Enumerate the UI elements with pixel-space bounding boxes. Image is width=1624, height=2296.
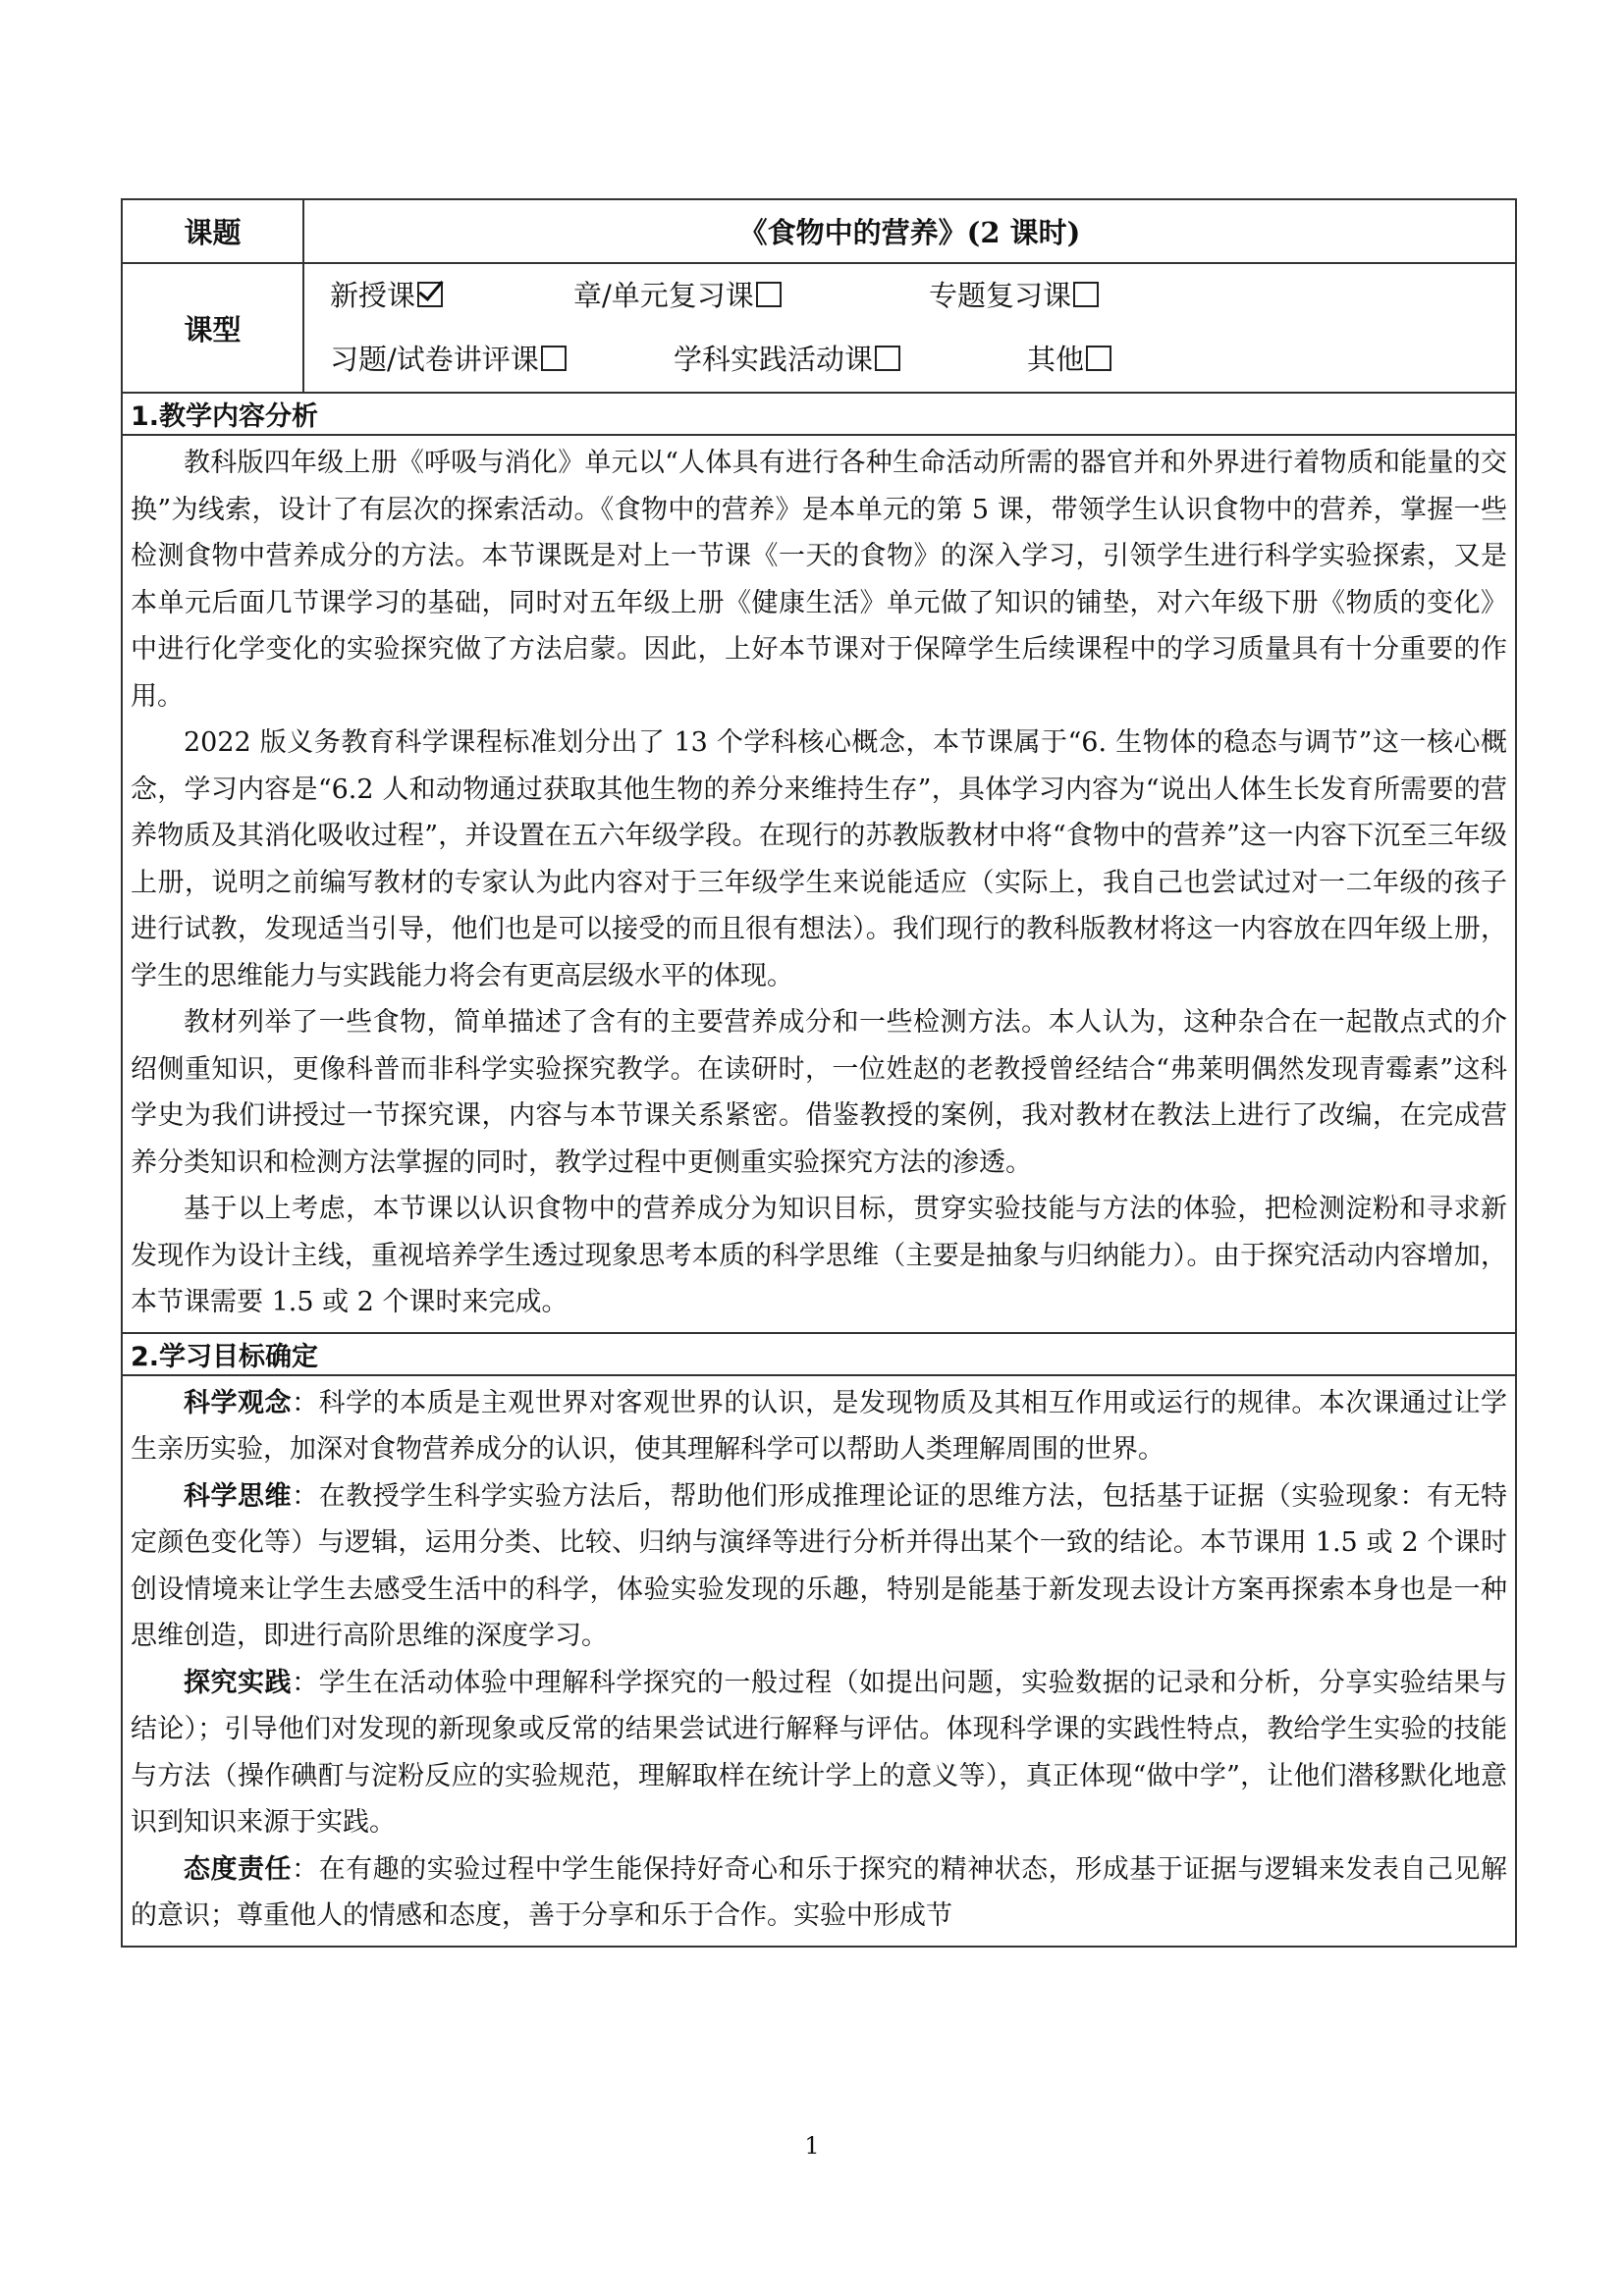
section1-paragraph: 基于以上考虑，本节课以认识食物中的营养成分为知识目标，贯穿实验技能与方法的体验，把检测淀粉和寻求新发现作为设计主线，重视培养学生透过现象思考本质的科学思维（主要是抽象与归纳能力）。由于探究活动内容增加，本节课需要 1.5 或 2 个课时来完成。	[131, 1194, 1507, 1317]
objective-lead: 科学观念	[184, 1387, 293, 1418]
lesson-type-row-1	[330, 264, 1515, 328]
lesson-type-label: 课型	[122, 263, 303, 393]
option-other[interactable]: 其他	[1027, 328, 1111, 392]
section2-heading-row	[122, 1333, 1516, 1375]
objective-lead: 科学思维	[184, 1480, 293, 1512]
topic-label: 课题	[122, 199, 303, 263]
option-new-lesson[interactable]: 新授课	[330, 264, 573, 328]
lesson-plan-table	[121, 198, 1517, 1948]
objective-inquiry-practice	[131, 1660, 1507, 1846]
section1-heading: 1.教学内容分析	[122, 393, 1516, 435]
objective-text: ：学生在活动体验中理解科学探究的一般过程（如提出问题，实验数据的记录和分析，分享实验结果与结论）；引导他们对发现的新现象或反常的结果尝试进行解释与评估。体现科学课的实践性特点，教给学生实验的技能与方法（操作碘酊与淀粉反应的实验规范，理解取样在统计学上的意义等），真正体现“做中学”，让他们潜移默化地意识到知识来源于实践。	[131, 1667, 1508, 1838]
checkbox-icon[interactable]	[1073, 282, 1099, 307]
section1-body-row	[122, 435, 1516, 1333]
objective-text: ：科学的本质是主观世界对客观世界的认识，是发现物质及其相互作用或运行的规律。本次课通过让学生亲历实验，加深对食物营养成分的认识，使其理解科学可以帮助人类理解周围的世界。	[131, 1387, 1508, 1465]
lesson-type-options	[303, 263, 1516, 393]
objective-science-thinking	[131, 1473, 1507, 1660]
section1-body	[122, 435, 1516, 1333]
checkbox-icon[interactable]	[756, 282, 782, 307]
checked-checkbox-icon[interactable]	[417, 282, 443, 307]
section2-body-row	[122, 1375, 1516, 1947]
lesson-type-row	[122, 263, 1516, 393]
lesson-title: 《食物中的营养》(2 课时)	[303, 199, 1516, 263]
checkbox-icon[interactable]	[1086, 346, 1111, 371]
objective-science-concept	[131, 1380, 1507, 1473]
option-practice-activity[interactable]: 学科实践活动课	[674, 328, 1027, 392]
page-number: 1	[804, 2132, 820, 2160]
lesson-type-row-2	[330, 328, 1515, 392]
topic-row	[122, 199, 1516, 263]
section2-heading: 2.学习目标确定	[122, 1333, 1516, 1375]
section2-body	[122, 1375, 1516, 1947]
option-exercise-review[interactable]: 习题/试卷讲评课	[330, 328, 674, 392]
section1-paragraph: 2022 版义务教育科学课程标准划分出了 13 个学科核心概念，本节课属于“6. 生物体的稳态与调节”这一核心概念，学习内容是“6.2 人和动物通过获取其他生物的养分来维持生存”，具体学习内容为“说出人体生长发育所需要的营养物质及其消化吸收过程”，并设置在五六年级学段。在现行的苏教版教材中将“食物中的营养”这一内容下沉至三年级上册，说明之前编写教材的专家认为此内容对于三年级学生来说能适应（实际上，我自己也尝试过对一二年级的孩子进行试教，发现适当引导，他们也是可以接受的而且很有想法）。我们现行的教科版教材将这一内容放在四年级上册，学生的思维能力与实践能力将会有更高层级水平的体现。	[131, 727, 1507, 991]
objective-text: ：在教授学生科学实验方法后，帮助他们形成推理论证的思维方法，包括基于证据（实验现象：有无特定颜色变化等）与逻辑，运用分类、比较、归纳与演绎等进行分析并得出某个一致的结论。本节课用 1.5 或 2 个课时创设情境来让学生去感受生活中的科学，体验实验发现的乐趣，特别是能基于新发现去设计方案再探索本身也是一种思维创造，即进行高阶思维的深度学习。	[131, 1480, 1508, 1651]
section1-heading-row	[122, 393, 1516, 435]
checkbox-icon[interactable]	[541, 346, 567, 371]
objective-lead: 态度责任	[184, 1853, 293, 1885]
objective-attitude-responsibility	[131, 1846, 1507, 1940]
checkbox-icon[interactable]	[875, 346, 900, 371]
option-unit-review[interactable]: 章/单元复习课	[573, 264, 929, 328]
objective-text: ：在有趣的实验过程中学生能保持好奇心和乐于探究的精神状态，形成基于证据与逻辑来发表自己见解的意识；尊重他人的情感和态度，善于分享和乐于合作。实验中形成节	[131, 1853, 1508, 1931]
objective-lead: 探究实践	[184, 1667, 293, 1698]
option-topic-review[interactable]: 专题复习课	[929, 264, 1099, 328]
section1-paragraph: 教材列举了一些食物，简单描述了含有的主要营养成分和一些检测方法。本人认为，这种杂合在一起散点式的介绍侧重知识，更像科普而非科学实验探究教学。在读研时，一位姓赵的老教授曾经结合“弗莱明偶然发现青霉素”这科学史为我们讲授过一节探究课，内容与本节课关系紧密。借鉴教授的案例，我对教材在教法上进行了改编，在完成营养分类知识和检测方法掌握的同时，教学过程中更侧重实验探究方法的渗透。	[131, 1007, 1507, 1178]
section1-paragraph: 教科版四年级上册《呼吸与消化》单元以“人体具有进行各种生命活动所需的器官并和外界进行着物质和能量的交换”为线索，设计了有层次的探索活动。《食物中的营养》是本单元的第 5 课，带领学生认识食物中的营养，掌握一些检测食物中营养成分的方法。本节课既是对上一节课《一天的食物》的深入学习，引领学生进行科学实验探索，又是本单元后面几节课学习的基础，同时对五年级上册《健康生活》单元做了知识的铺垫，对六年级下册《物质的变化》中进行化学变化的实验探究做了方法启蒙。因此，上好本节课对于保障学生后续课程中的学习质量具有十分重要的作用。	[131, 448, 1507, 712]
